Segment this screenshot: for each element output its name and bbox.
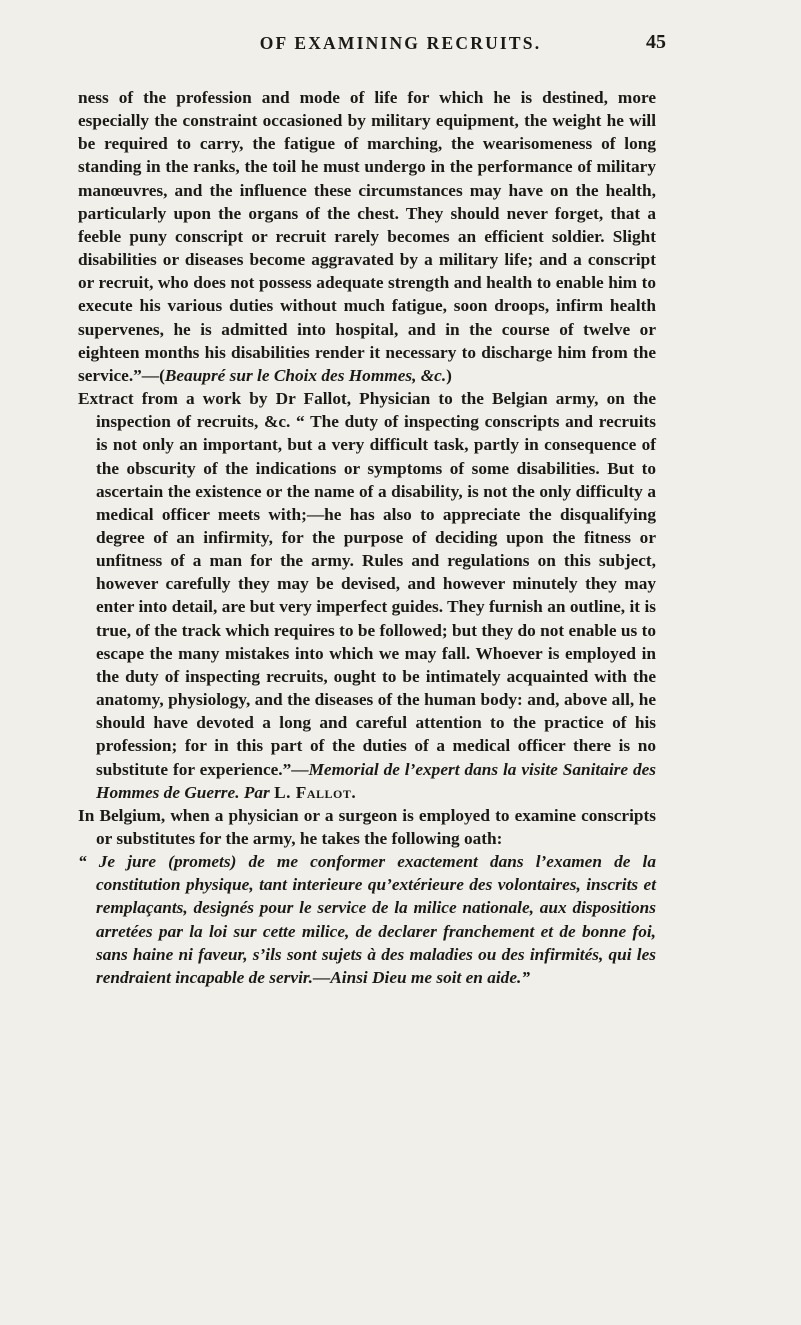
citation-author: L. Fallot.	[274, 782, 357, 802]
paragraph-text: ness of the profession and mode of life for which he is destined, more especially the constraint occasioned by military equipment, the weight he will be required to carry, the fatigue of marching, the wearisomeness of long standing in the ranks, the toil he must undergo in the performance of military manœuvres, and the influence these circumstances may have on the health, particularly upon the organs of the chest. They should never forget, that a feeble puny conscript or recruit rarely becomes an efficient soldier. Slight disabilities or diseases become aggravated by a military life; and a conscript or recruit, who does not possess adequate strength and health to enable him to execute his various duties without much fatigue, soon droops, infirm health supervenes, he is admitted into hospital, and in the course of twelve or eighteen months his disabilities render it necessary to discharge him from the service.”—(	[78, 88, 656, 385]
paragraph-fallot-extract	[78, 387, 656, 804]
body-text	[78, 86, 656, 989]
page-number: 45	[646, 31, 666, 53]
paragraph-belgium-oath-intro	[78, 804, 656, 850]
paragraph-continuation	[78, 86, 656, 387]
citation-beaupre: Beaupré sur le Choix des Hommes, &c.	[164, 365, 447, 385]
running-header	[0, 30, 801, 60]
citation-close: )	[446, 365, 452, 385]
running-title: OF EXAMINING RECRUITS.	[259, 33, 542, 53]
citation-memorial: Memorial de l’expert dans la visite Sanitaire des Hommes de Guerre. Par	[96, 759, 657, 802]
paragraph-text: “ Je jure (promets) de me conformer exactement dans l’examen de la constitution physique, tant interieure qu’extérieure des volontaires, inscrits et remplaçants, designés pour le service de la milice nationale, aux dispositions arretées par la loi sur cette milice, de declarer franchement et de bonne foi, sans haine ni faveur, s’ils sont sujets à des maladies ou des infirmités, qui les rendraient incapable de servir.—Ainsi Dieu me soit en aide.”	[78, 852, 656, 987]
paragraph-text: In Belgium, when a physician or a surgeon is employed to examine conscripts or substitutes for the army, he takes the following oath:	[78, 805, 656, 848]
paragraph-text: Extract from a work by Dr Fallot, Physician to the Belgian army, on the inspection of recruits, &c. “ The duty of inspecting conscripts and recruits is not only an important, but a very difficult task, partly in consequence of the obscurity of the indications or symptoms of some disabilities. But to ascertain the existence or the name of a disability, is not the only difficulty a medical officer meets with;—he has also to appreciate the disqualifying degree of an infirmity, for the purpose of deciding upon the fitness or unfitness of a man for the army. Rules and regulations on this subject, however carefully they may be devised, and however minutely they may enter into detail, are but very imperfect guides. They furnish an outline, it is true, of the track which requires to be followed; but they do not enable us to escape the many mistakes into which we may fall. Whoever is employed in the duty of inspecting recruits, ought to be intimately acquainted with the anatomy, physiology, and the diseases of the human body: and, above all, he should have devoted a long and careful attention to the practice of his profession; for in this part of the duties of a medical officer there is no substitute for experience.”—	[78, 389, 656, 779]
paragraph-oath-french	[78, 850, 656, 989]
